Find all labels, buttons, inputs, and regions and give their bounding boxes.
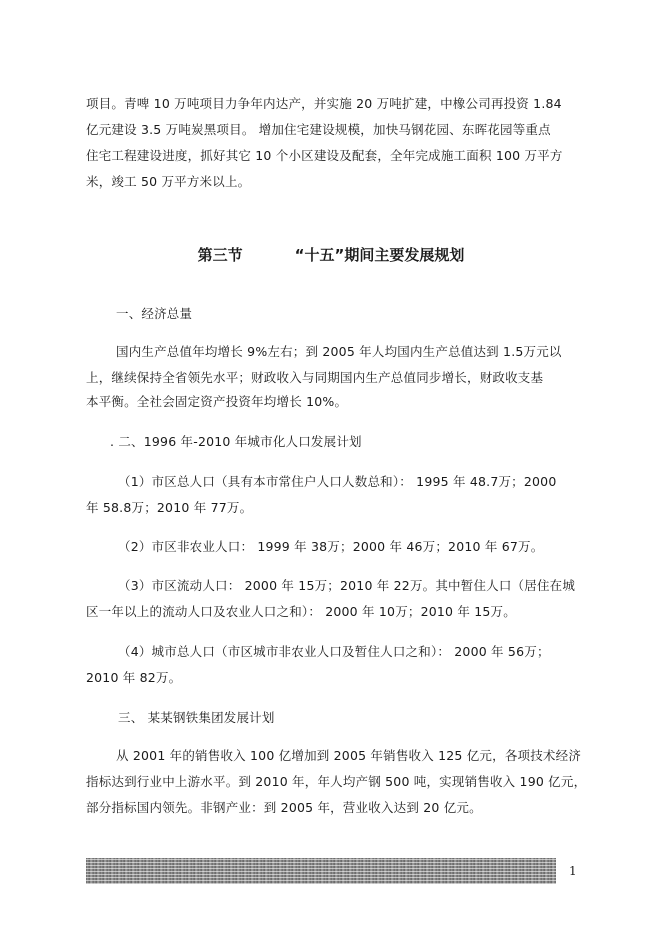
intro-line-4: 米，竣工 50 万平方米以上。 (86, 174, 251, 189)
steel-line-2: 指标达到行业中上游水平。到 2010 年，年人均产钢 500 吨，实现销售收入 190 亿元， (86, 774, 587, 789)
urban-item3-line-1: （3）市区流动人口： 2000 年 15万；2010 年 22万。其中暂住人口（居住在城 (118, 578, 576, 593)
section-title-text: “十五”期间主要发展规划 (294, 246, 465, 264)
section-title (0, 246, 662, 264)
steel-line-3: 部分指标国内领先。非钢产业：到 2005 年，营业收入达到 20 亿元。 (86, 800, 482, 815)
urban-item3-line-2: 区一年以上的流动人口及农业人口之和）： 2000 年 10万；2010 年 15万。 (86, 604, 516, 619)
intro-line-1: 项目。青啤 10 万吨项目力争年内达产，并实施 20 万吨扩建，中橡公司再投资 1.84 (86, 96, 562, 111)
urban-heading: . 二、1996 年-2010 年城市化人口发展计划 (110, 434, 362, 449)
urban-item4-line-1: （4）城市总人口（市区城市非农业人口及暂住人口之和）： 2000 年 56万； (118, 644, 550, 659)
economy-heading: 一、经济总量 (116, 306, 193, 321)
urban-item1-line-2: 年 58.8万；2010 年 77万。 (86, 500, 253, 515)
steel-line-1: 从 2001 年的销售收入 100 亿增加到 2005 年销售收入 125 亿元，各项技术经济 (116, 748, 582, 763)
section-title-number: 第三节 (197, 246, 243, 264)
page-number: 1 (569, 864, 577, 878)
intro-line-2: 亿元建设 3.5 万吨炭黑项目。 增加住宅建设规模，加快马钢花园、东晖花园等重点 (86, 122, 551, 137)
economy-line-1: 国内生产总值年均增长 9%左右；到 2005 年人均国内生产总值达到 1.5万元以 (116, 344, 562, 359)
economy-line-3: 本平衡。全社会固定资产投资年均增长 10%。 (86, 394, 348, 409)
economy-line-2: 上，继续保持全省领先水平；财政收入与同期国内生产总值同步增长，财政收支基 (86, 370, 544, 385)
urban-item2-line-1: （2）市区非农业人口： 1999 年 38万；2000 年 46万；2010 年 67万。 (118, 539, 544, 554)
footer-decorative-band (86, 858, 556, 884)
urban-item1-line-1: （1）市区总人口（具有本市常住户人口人数总和）： 1995 年 48.7万；2000 (118, 474, 557, 489)
steel-heading: 三、 某某钢铁集团发展计划 (118, 710, 275, 725)
intro-line-3: 住宅工程建设进度，抓好其它 10 个小区建设及配套，全年完成施工面积 100 万平方 (86, 148, 563, 163)
urban-item4-line-2: 2010 年 82万。 (86, 670, 182, 685)
